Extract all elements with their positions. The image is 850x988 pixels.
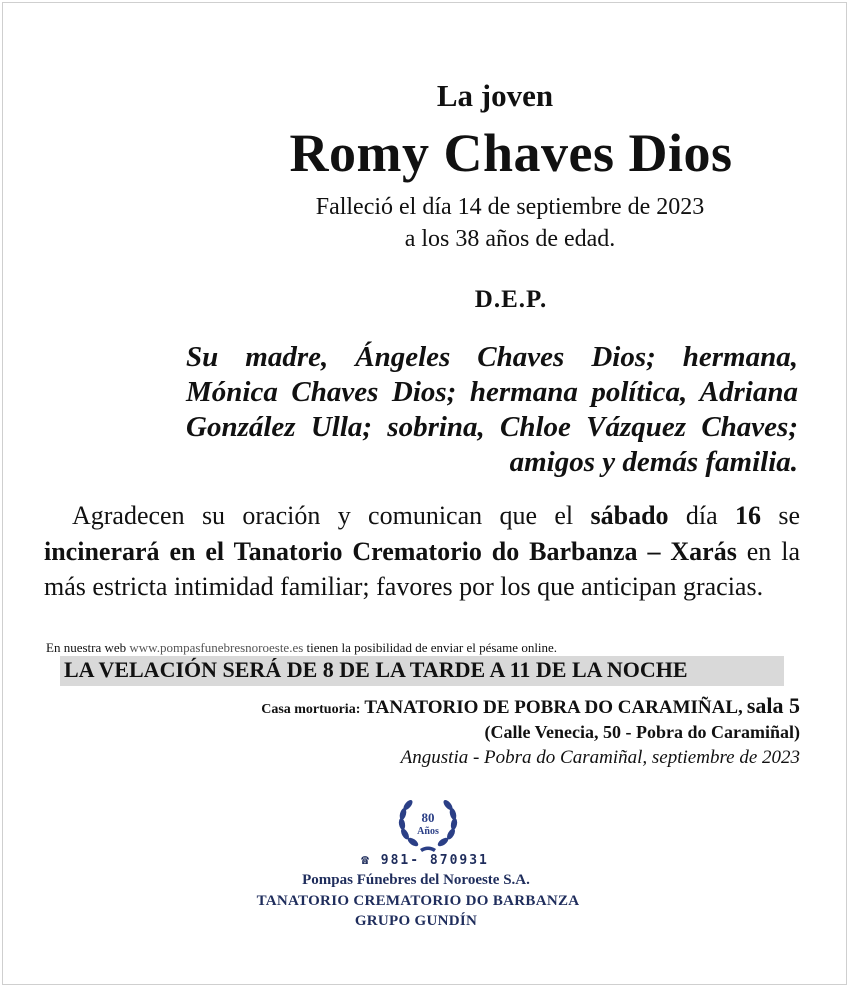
wake-schedule: LA VELACIÓN SERÁ DE 8 DE LA TARDE A 11 DE LA NOCHE xyxy=(64,657,688,682)
anniversary-logo xyxy=(395,794,461,854)
deceased-name: Romy Chaves Dios xyxy=(289,123,733,183)
thanks-text-2: día xyxy=(668,501,735,530)
family-paragraph: Su madre, Ángeles Chaves Dios; hermana, Mónica Chaves Dios; hermana política, Adriana González Ulla; sobrina, Chloe Vázquez Chaves; amigos y demás familia. xyxy=(186,341,798,478)
crematory-name: TANATORIO CREMATORIO DO BARBANZA xyxy=(256,893,580,909)
web-link[interactable]: www.pompasfunebresnoroeste.es xyxy=(129,640,304,655)
thanks-bold-place: incinerará en el Tanatorio Crematorio do Barbanza – Xarás xyxy=(44,536,737,566)
funeral-home-name: TANATORIO DE POBRA DO CARAMIÑAL, xyxy=(364,697,743,718)
phone-number: 981- 870931 xyxy=(380,853,489,868)
place-date: Angustia - Pobra do Caramiñal, septiembre de 2023 xyxy=(400,747,800,768)
thanks-text-1: Agradecen su oración y comunican que el xyxy=(72,501,591,530)
thanks-paragraph xyxy=(44,498,800,605)
pre-title: La joven xyxy=(436,78,554,113)
dep-text: D.E.P. xyxy=(474,286,548,313)
thanks-bold-date: 16 xyxy=(735,501,761,530)
web-prefix: En nuestra web xyxy=(46,640,130,655)
funeral-home-room: sala 5 xyxy=(746,693,800,718)
death-date: Falleció el día 14 de septiembre de 2023 xyxy=(315,194,705,220)
age-line: a los 38 años de edad. xyxy=(404,226,616,252)
web-note xyxy=(46,640,557,656)
funeral-home-address: (Calle Venecia, 50 - Pobra do Caramiñal) xyxy=(484,722,800,742)
thanks-text-3: se xyxy=(761,501,801,530)
group-name: GRUPO GUNDÍN xyxy=(354,913,478,929)
thanks-bold-day: sábado xyxy=(590,501,669,530)
web-suffix: tienen la posibilidad de enviar el pésame online. xyxy=(303,640,558,655)
company-name: Pompas Fúnebres del Noroeste S.A. xyxy=(302,872,530,888)
phone-icon: ☎ xyxy=(361,853,371,868)
phone-line xyxy=(0,853,850,868)
funeral-home xyxy=(261,693,800,719)
funeral-home-label: Casa mortuoria: xyxy=(261,702,361,717)
thanks-text-4: en la más estricta intimidad familiar; favores por los que anticipan gracias. xyxy=(44,536,800,601)
logo-word: Años xyxy=(417,826,439,837)
logo-number: 80 xyxy=(421,810,435,825)
